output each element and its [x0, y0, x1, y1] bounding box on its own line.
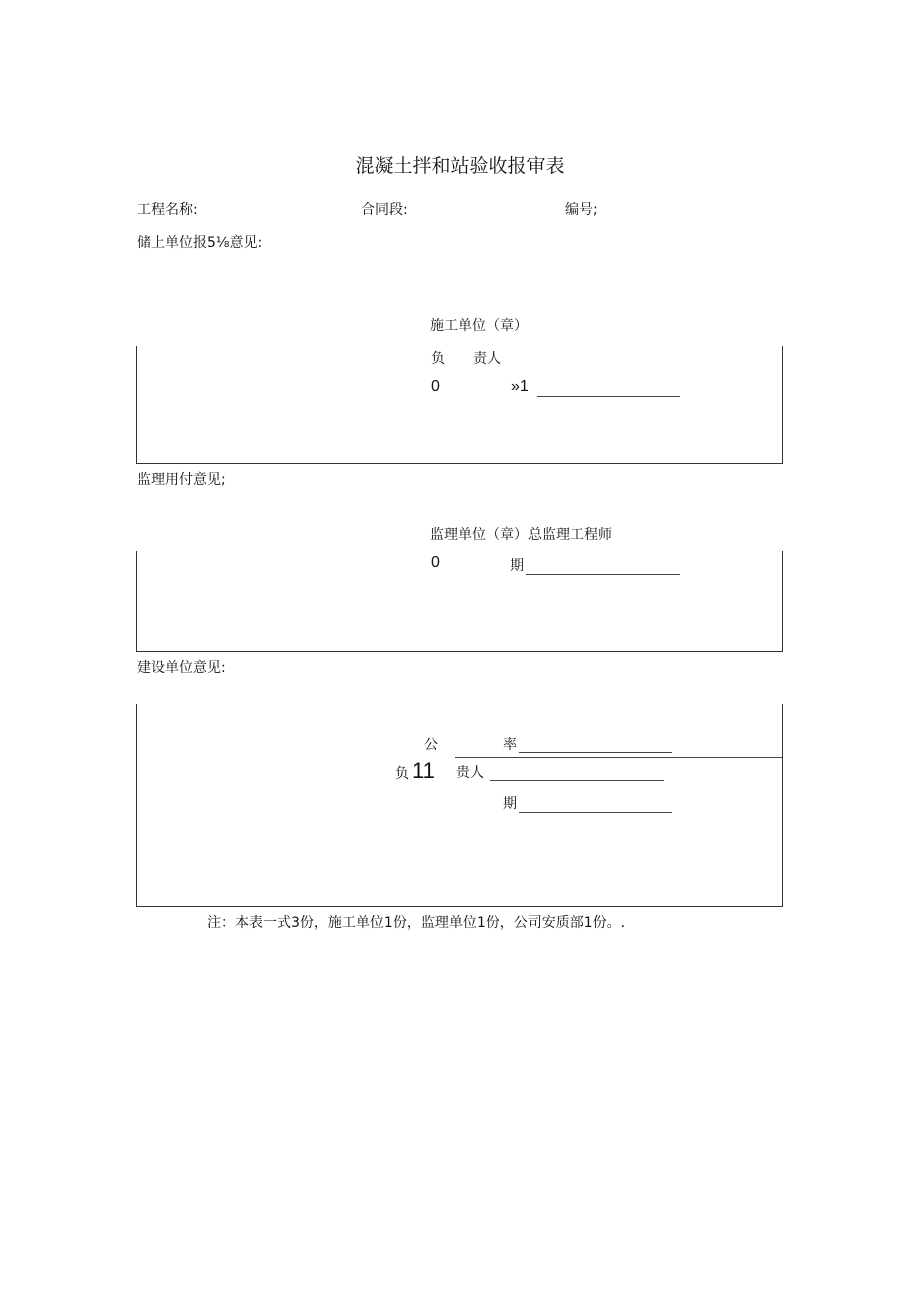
section1-right-border: [782, 346, 783, 464]
section2-bottom-border: [136, 651, 783, 652]
section1-unit-seal: 施工单位（章）: [430, 318, 528, 334]
page-title: 混凝土拌和站验收报审表: [355, 155, 565, 177]
section2-left-border: [136, 551, 137, 652]
project-name-label: 工程名称:: [137, 202, 198, 218]
section1-resp-b: 责人: [473, 351, 501, 367]
section3-right-border: [782, 704, 783, 907]
section3-gong: 公: [424, 737, 438, 753]
section2-zero: 0: [431, 554, 440, 571]
section2-right-border: [782, 551, 783, 652]
section2-date-line: [526, 574, 680, 575]
number-label: 编号;: [565, 202, 598, 218]
section3-bottom-border: [136, 906, 783, 907]
section3-eleven: 11: [412, 758, 435, 783]
section3-seal-line: [519, 752, 672, 753]
section3-lv: 率: [503, 737, 517, 753]
contract-section-label: 合同段:: [361, 202, 408, 218]
footer-note: 注：本表一式3份，施工单位1份，监理单位1份，公司安质部1份。.: [207, 915, 626, 931]
section3-date-label: 期: [503, 796, 517, 812]
section2-date-label: 期: [510, 558, 524, 574]
section1-resp-a: 负: [431, 351, 445, 367]
section3-fu: 负: [395, 766, 409, 782]
section2-unit-seal: 监理单位（章）总监理工程师: [430, 527, 612, 543]
section1-left-border: [136, 346, 137, 464]
section3-heading: 建设单位意见:: [137, 660, 226, 676]
section1-zero: 0: [431, 378, 440, 395]
section1-mark: »1: [511, 378, 529, 395]
section1-heading: 储上单位报5⅛意见:: [137, 235, 263, 251]
section1-signature-line: [537, 396, 680, 397]
section2-heading: 监理用付意见;: [137, 472, 226, 488]
section3-left-border: [136, 704, 137, 907]
section3-resp: 贵人: [456, 765, 484, 781]
section3-resp-line: [490, 780, 664, 781]
section3-divider-line: [455, 757, 782, 758]
section1-bottom-border: [136, 463, 783, 464]
section3-date-line: [519, 812, 672, 813]
